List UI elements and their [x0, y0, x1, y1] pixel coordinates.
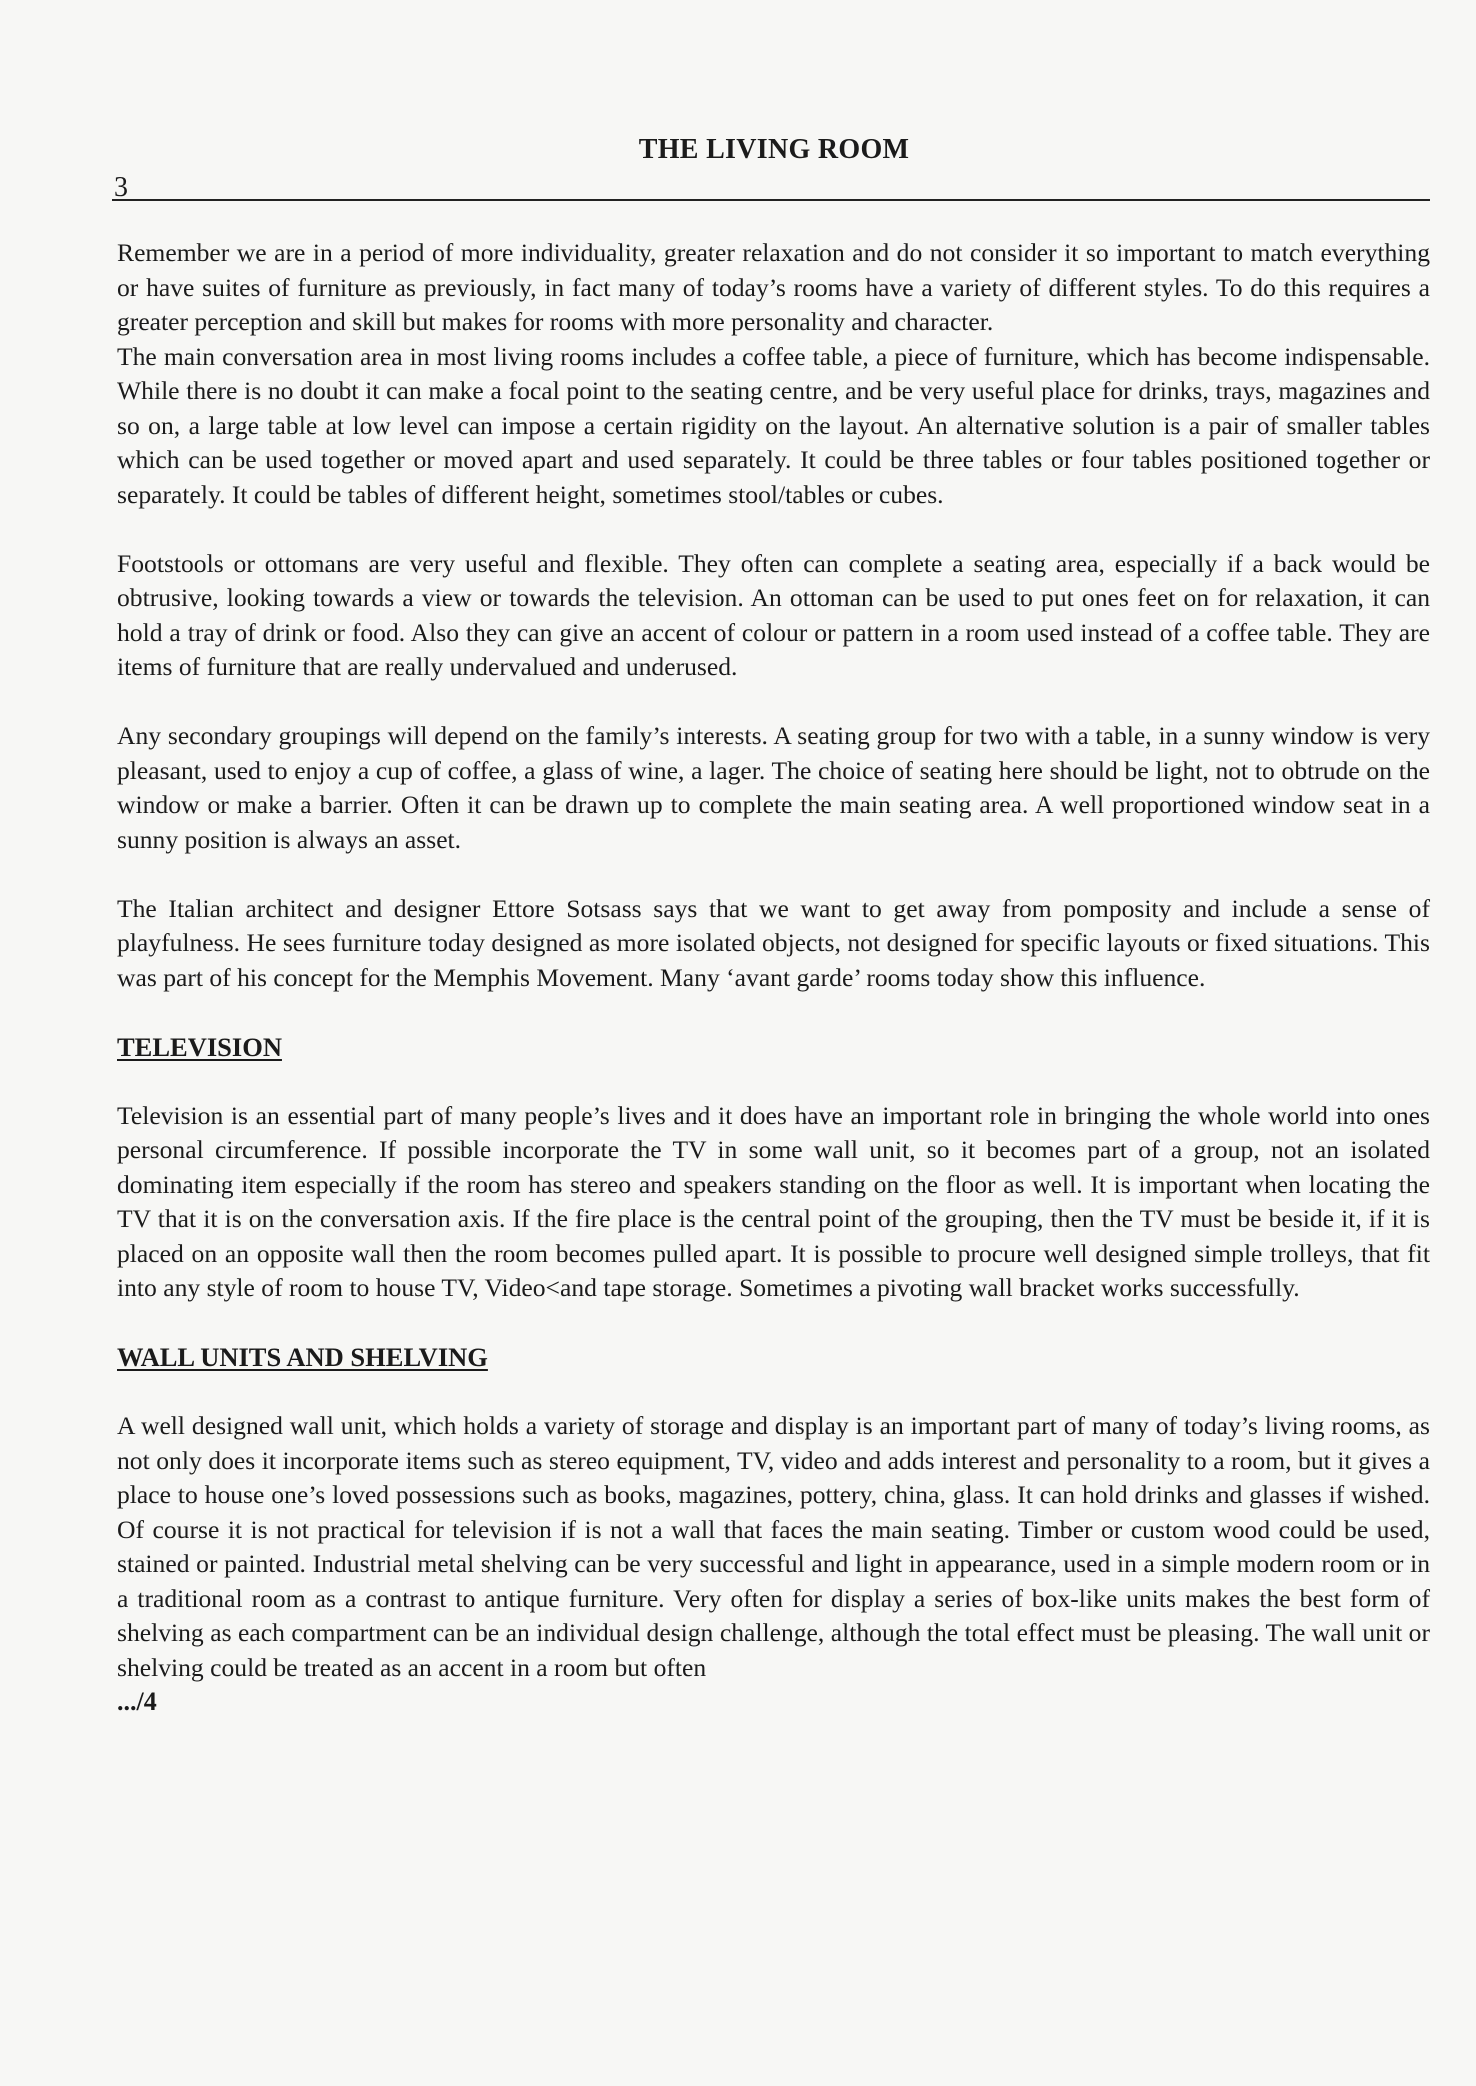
page-title: THE LIVING ROOM	[638, 134, 910, 165]
paragraph-spacer	[117, 512, 1430, 547]
paragraph-spacer	[117, 1306, 1430, 1341]
paragraph-coffee-table: The main conversation area in most living rooms includes a coffee table, a piece of furniture, which has become indispensable. While there is no doubt it can make a focal point to the seating centre, and be very useful place for drinks, trays, magazines and so on, a large table at low level can impose a certain rigidity on the layout. An alternative solution is a pair of smaller tables which can be used together or moved apart and used separately. It could be three tables or four tables positioned together or separately. It could be tables of different height, sometimes stool/tables or cubes.	[117, 341, 1430, 509]
paragraph-individuality: Remember we are in a period of more individuality, greater relaxation and do not consider it so important to match everything or have suites of furniture as previously, in fact many of today’s rooms have a variety of different styles. To do this requires a greater perception and skill but makes for rooms with more personality and character.	[117, 238, 1430, 336]
section-heading-wall-units: WALL UNITS AND SHELVING	[117, 1342, 488, 1372]
paragraph-television: Television is an essential part of many people’s lives and it does have an important role in bringing the whole world into ones personal circumference. If possible incorporate the TV in some wall unit, so it becomes part of a group, not an isolated dominating item especially if the room has stereo and speakers standing on the floor as well. It is important when locating the TV that it is on the conversation axis. If the fire place is the central point of the grouping, then the TV must be beside it, if it is placed on an opposite wall then the room becomes pulled apart. It is possible to procure well designed simple trolleys, that fit into any style of room to house TV, Video<and tape storage. Sometimes a pivoting wall bracket works successfully.	[117, 1100, 1430, 1302]
paragraph-sotsass: The Italian architect and designer Ettore Sotsass says that we want to get away from pomposity and include a sense of playfulness. He sees furniture today designed as more isolated objects, not designed for specific layouts or fixed situations. This was part of his concept for the Memphis Movement. Many ‘avant garde’ rooms today show this influence.	[117, 893, 1430, 992]
paragraph-footstools: Footstools or ottomans are very useful and flexible. They often can complete a seating area, especially if a back would be obtrusive, looking towards a view or towards the television. An ottoman can be used to put ones feet on for relaxation, it can hold a tray of drink or food. Also they can give an accent of colour or pattern in a room used instead of a coffee table. They are items of furniture that are really undervalued and underused.	[117, 548, 1430, 681]
paragraph-spacer	[117, 995, 1430, 1030]
paragraph-secondary-groupings: Any secondary groupings will depend on the family’s interests. A seating group for two with a table, in a sunny window is very pleasant, used to enjoy a cup of coffee, a glass of wine, a lager. The choice of seating here should be light, not to obtrude on the window or make a barrier. Often it can be drawn up to complete the main seating area. A well proportioned window seat in a sunny position is always an asset.	[117, 721, 1430, 854]
paragraph-spacer	[117, 1064, 1430, 1099]
paragraph-wall-units: A well designed wall unit, which holds a variety of storage and display is an important part of many of today’s living rooms, as not only does it incorporate items such as stereo equipment, TV, video and adds interest and personality to a room, but it gives a place to house one’s loved possessions such as books, magazines, pottery, china, glass. It can hold drinks and glasses if wished. Of course it is not practical for television if is not a wall that faces the main seating. Timber or custom wood could be used, stained or painted. Industrial metal shelving can be very successful and light in appearance, used in a simple modern room or in a traditional room as a contrast to antique furniture. Very often for display a series of box-like units makes the best form of shelving as each compartment can be an individual design challenge, although the total effect must be pleasing. The wall unit or shelving could be treated as an accent in a room but often	[117, 1411, 1430, 1682]
page-number: 3	[114, 172, 128, 203]
header-rule	[112, 199, 1430, 201]
paragraph-spacer	[117, 1375, 1430, 1410]
body-text	[117, 236, 1430, 1720]
section-heading-television: TELEVISION	[117, 1031, 282, 1062]
paragraph-spacer	[117, 857, 1430, 892]
paragraph-spacer	[117, 685, 1430, 720]
continuation-marker: .../4	[117, 1687, 157, 1716]
